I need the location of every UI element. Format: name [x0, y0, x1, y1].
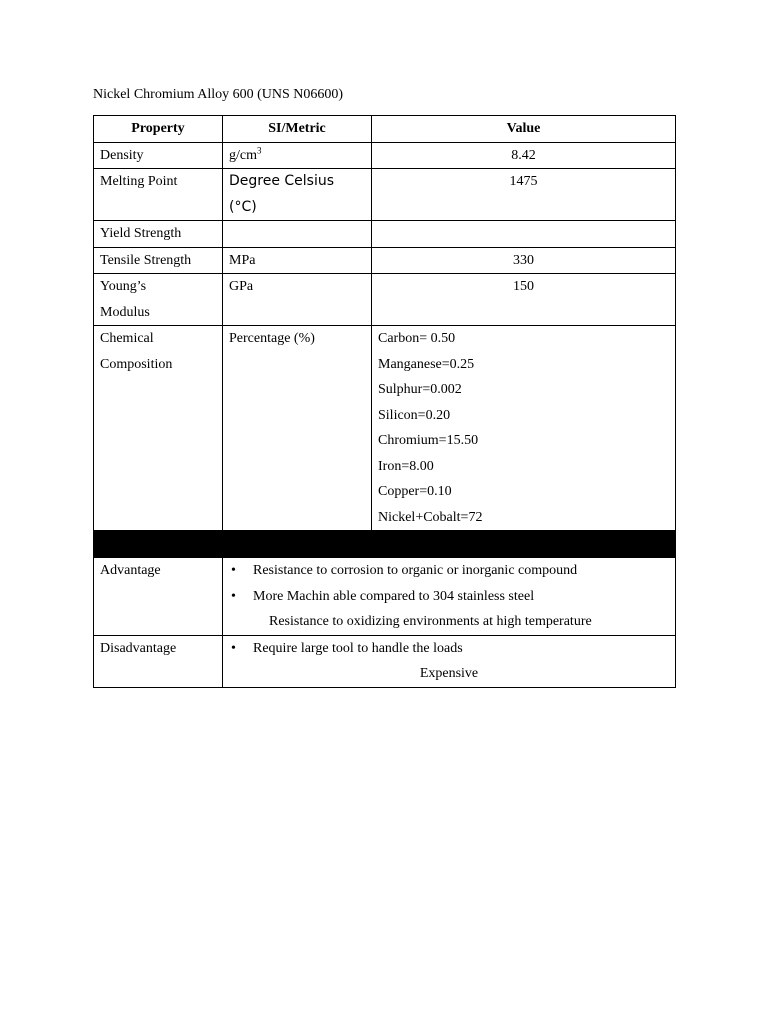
- table-header-row: [94, 116, 676, 143]
- row-property: Density: [94, 142, 223, 169]
- table-row: [94, 221, 676, 248]
- advantage-row: [94, 558, 676, 636]
- row-value: 150: [372, 274, 676, 326]
- table-row: [94, 169, 676, 221]
- row-property: Melting Point: [94, 169, 223, 221]
- bullet-icon: •: [231, 640, 236, 656]
- page-title: Nickel Chromium Alloy 600 (UNS N06600): [93, 87, 344, 102]
- list-item-text: More Machin able compared to 304 stainless steel: [253, 588, 535, 604]
- row-property: Yield Strength: [94, 221, 223, 248]
- advantage-continuation: Resistance to oxidizing environments at high temperature: [269, 614, 592, 629]
- list-item: [229, 636, 669, 662]
- properties-table: [93, 115, 676, 688]
- disadvantage-continuation: Expensive: [419, 666, 479, 681]
- row-unit: Degree Celsius (°C): [223, 169, 372, 221]
- composition-item: Chromium=15.50: [378, 433, 479, 448]
- composition-item: Sulphur=0.002: [378, 382, 462, 397]
- disadvantage-row: [94, 635, 676, 687]
- row-unit: MPa: [223, 247, 372, 274]
- unit-superscript: 3: [257, 144, 262, 155]
- table-row: [94, 247, 676, 274]
- row-value: 8.42: [372, 142, 676, 169]
- composition-list: [372, 326, 676, 531]
- bullet-icon: •: [231, 588, 236, 604]
- property-line: Young’s: [100, 279, 147, 294]
- row-unit: [223, 142, 372, 169]
- list-item: [229, 584, 669, 610]
- composition-item: Iron=8.00: [378, 458, 434, 474]
- composition-item: Carbon= 0.50: [378, 331, 456, 346]
- row-value: 1475: [372, 169, 676, 221]
- advantage-list: [229, 558, 669, 609]
- composition-item: Nickel+Cobalt=72: [378, 509, 483, 525]
- table-row: [94, 274, 676, 326]
- disadvantage-content: [223, 635, 676, 687]
- row-unit: Percentage (%): [223, 326, 372, 531]
- property-line: Composition: [100, 356, 173, 372]
- bullet-icon: •: [231, 563, 236, 578]
- list-item-text: Resistance to corrosion to organic or inorganic compound: [253, 563, 578, 578]
- table-row: [94, 142, 676, 169]
- property-line: Chemical: [100, 331, 154, 346]
- advantage-content: [223, 558, 676, 636]
- row-unit: [223, 221, 372, 248]
- composition-item: Silicon=0.20: [378, 407, 451, 423]
- row-unit: GPa: [223, 274, 372, 326]
- composition-row: [94, 326, 676, 531]
- header-property: Property: [94, 116, 223, 143]
- black-separator-bar: [94, 531, 676, 558]
- list-item-text: Require large tool to handle the loads: [253, 640, 463, 656]
- header-value: Value: [372, 116, 676, 143]
- property-line: Modulus: [100, 304, 150, 320]
- black-separator-row: [94, 531, 676, 558]
- header-si-metric: SI/Metric: [223, 116, 372, 143]
- composition-item: Manganese=0.25: [378, 356, 475, 372]
- row-property: [94, 326, 223, 531]
- disadvantage-list: [229, 636, 669, 662]
- composition-item: Copper=0.10: [378, 484, 452, 499]
- row-property: Tensile Strength: [94, 247, 223, 274]
- advantage-label: Advantage: [94, 558, 223, 636]
- row-property: [94, 274, 223, 326]
- list-item: [229, 558, 669, 584]
- row-value: 330: [372, 247, 676, 274]
- row-value: [372, 221, 676, 248]
- unit-base: g/cm: [229, 147, 257, 163]
- disadvantage-label: Disadvantage: [94, 635, 223, 687]
